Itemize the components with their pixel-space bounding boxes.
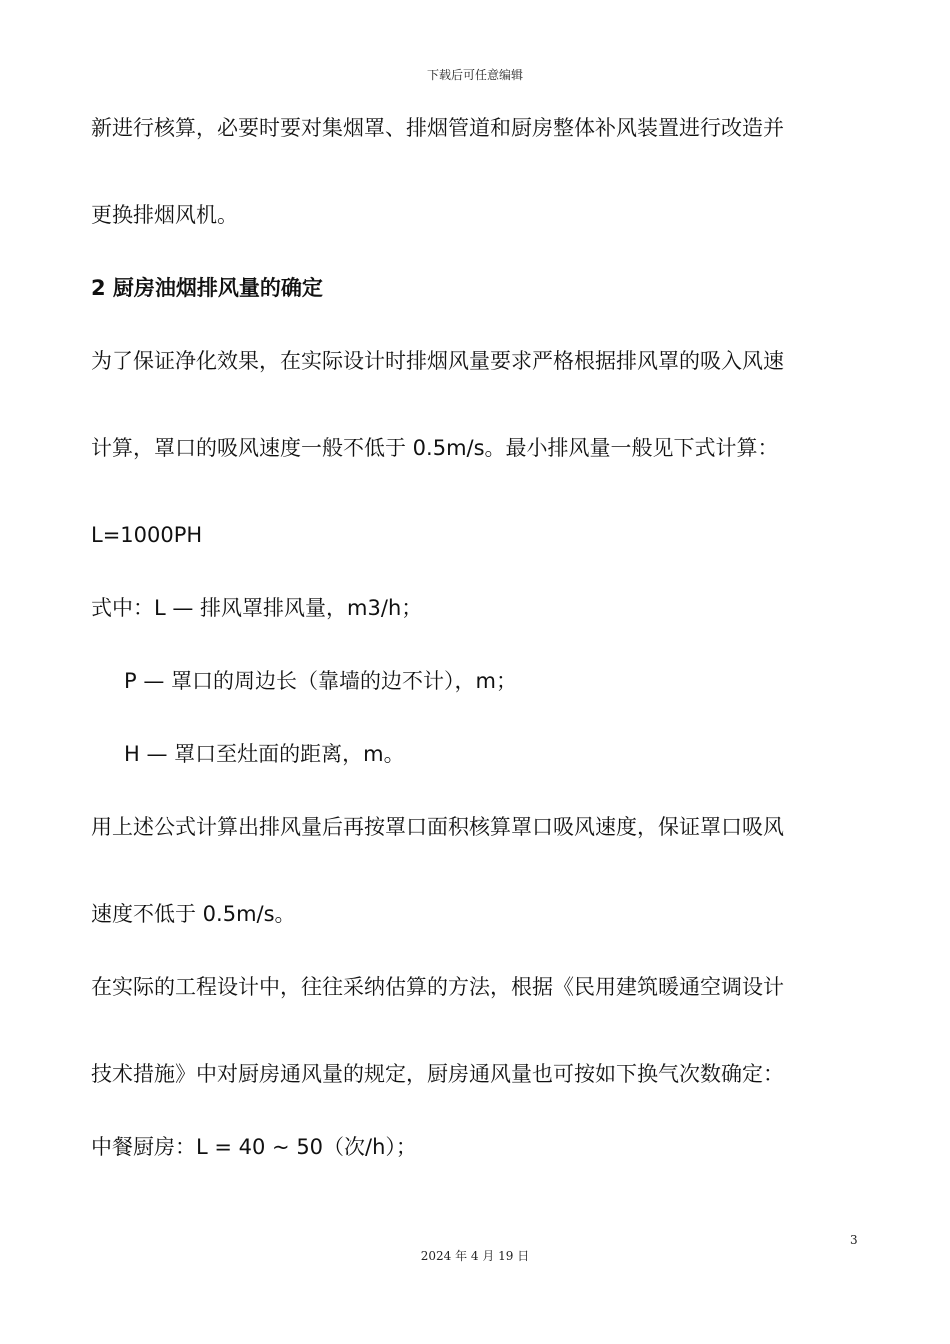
paragraph-line: 计算，罩口的吸风速度一般不低于 0.5m/s。最小排风量一般见下式计算： (91, 436, 779, 460)
paragraph-line: 用上述公式计算出排风量后再按罩口面积核算罩口吸风速度，保证罩口吸风 (91, 815, 784, 839)
paragraph-line: 更换排烟风机。 (91, 203, 238, 227)
formula: L=1000PH (91, 523, 203, 547)
paragraph-line: 技术措施》中对厨房通风量的规定，厨房通风量也可按如下换气次数确定： (91, 1062, 784, 1086)
page-header: 下载后可任意编辑 (426, 68, 523, 82)
formula-legend-line: 式中：L — 排风罩排风量，m3/h； (91, 596, 423, 620)
section-heading: 2 厨房油烟排风量的确定 (91, 276, 323, 300)
paragraph-line: 在实际的工程设计中，往往采纳估算的方法，根据《民用建筑暖通空调设计 (91, 975, 784, 999)
formula-legend-line: P — 罩口的周边长（靠墙的边不计），m； (124, 669, 517, 693)
paragraph-line: 为了保证净化效果，在实际设计时排烟风量要求严格根据排风罩的吸入风速 (91, 349, 784, 373)
page-footer-date: 2024 年 4 月 19 日 (420, 1249, 530, 1263)
page-number: 3 (850, 1233, 858, 1247)
paragraph-line: 速度不低于 0.5m/s。 (91, 902, 296, 926)
formula-legend-line: H — 罩口至灶面的距离，m。 (124, 742, 405, 766)
paragraph-line: 新进行核算，必要时要对集烟罩、排烟管道和厨房整体补风装置进行改造并 (91, 116, 784, 140)
paragraph-line: 中餐厨房：L = 40 ~ 50（次/h）； (91, 1135, 417, 1159)
